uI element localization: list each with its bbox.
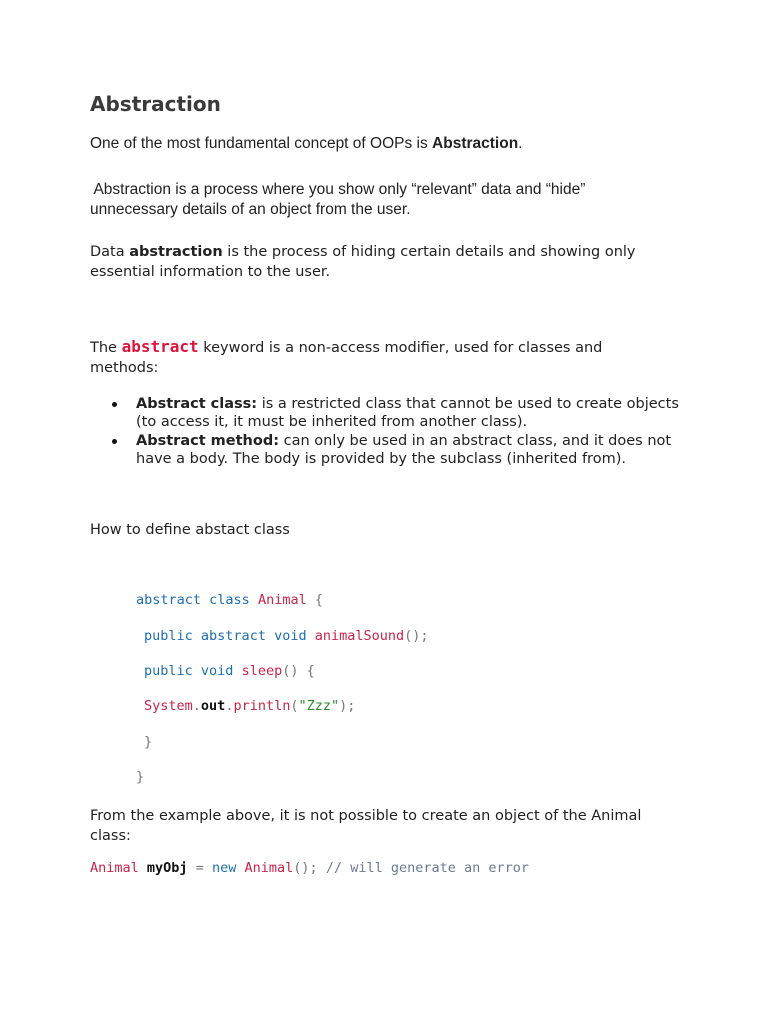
code-class-name: Animal [257, 592, 307, 608]
list-item [90, 432, 750, 468]
code-line-4 [144, 697, 355, 715]
code-class-name: Animal [244, 860, 294, 876]
bullet-icon [112, 402, 117, 407]
code-line-5: } [144, 734, 153, 750]
code-punctuation: (); [293, 860, 318, 876]
code-punctuation: ( [290, 698, 299, 714]
conclusion-paragraph [90, 806, 641, 846]
bullet-text-line-2: (to access it, it must be inherited from another class). [136, 414, 528, 430]
keyword-line-2: methods: [90, 360, 159, 376]
code-keyword: new [211, 860, 237, 876]
data-abstraction-rest: is the process of hiding certain details and showing only [222, 244, 636, 260]
page-title: Abstraction [90, 92, 221, 116]
code-string: "Zzz" [298, 698, 340, 714]
code-line-2 [144, 627, 429, 645]
code-object: System [144, 698, 193, 714]
code-error-example [90, 859, 529, 877]
bullet-term: Abstract method: [136, 433, 280, 449]
code-keyword: class [209, 592, 250, 608]
conclusion-line-1: From the example above, it is not possible to create an object of the Animal [90, 808, 642, 824]
code-keyword: public [144, 663, 193, 679]
code-class-name: Animal [90, 860, 139, 876]
code-keyword: public [144, 628, 193, 644]
definition-line-2: unnecessary details of an object from the user. [90, 201, 411, 218]
code-method-name: sleep [241, 663, 283, 679]
keyword-prefix: The [90, 340, 122, 356]
definition-paragraph [90, 180, 585, 220]
data-abstraction-paragraph [90, 242, 636, 282]
list-item [90, 395, 750, 431]
intro-end: . [518, 135, 523, 152]
keyword-rest: keyword is a non-access modifier, used for classes and [198, 340, 603, 356]
code-keyword: abstract [136, 592, 202, 608]
code-punctuation: . [192, 698, 201, 714]
bullet-icon [112, 439, 117, 444]
definition-line-1: Abstraction is a process where you show only “relevant” data and “hide” [90, 181, 586, 198]
bullet-text-line-2: have a body. The body is provided by the subclass (inherited from). [136, 451, 626, 467]
conclusion-line-2: class: [90, 828, 131, 844]
code-punctuation: (); [404, 628, 429, 644]
intro-text: One of the most fundamental concept of OOPs is [90, 135, 433, 152]
code-brace: { [314, 592, 324, 608]
how-to-label: How to define abstact class [90, 522, 290, 538]
code-method-name: println [233, 698, 291, 714]
intro-paragraph [90, 134, 522, 154]
intro-bold-term: Abstraction [432, 135, 519, 152]
code-punctuation: ); [339, 698, 356, 714]
bullet-list [90, 395, 750, 469]
data-abstraction-prefix: Data [90, 244, 130, 260]
code-operator: = [195, 860, 204, 876]
abstract-keyword: abstract [121, 337, 199, 356]
code-comment: // will generate an error [325, 860, 530, 876]
data-abstraction-bold: abstraction [129, 244, 223, 260]
code-line-3 [144, 662, 315, 680]
code-line-1 [136, 591, 323, 609]
code-punctuation: () { [282, 663, 315, 679]
bullet-term: Abstract class: [136, 396, 258, 412]
bullet-text: is a restricted class that cannot be used to create objects [257, 396, 679, 412]
data-abstraction-line-2: essential information to the user. [90, 264, 331, 280]
code-punctuation: . [225, 698, 234, 714]
code-keyword: abstract [200, 628, 266, 644]
code-keyword: void [200, 663, 234, 679]
code-variable: myObj [146, 860, 188, 876]
code-field: out [200, 698, 226, 714]
code-line-6: } [136, 769, 145, 785]
code-method-name: animalSound [314, 628, 405, 644]
keyword-paragraph [90, 337, 602, 378]
bullet-text: can only be used in an abstract class, and it does not [279, 433, 672, 449]
code-keyword: void [274, 628, 307, 644]
